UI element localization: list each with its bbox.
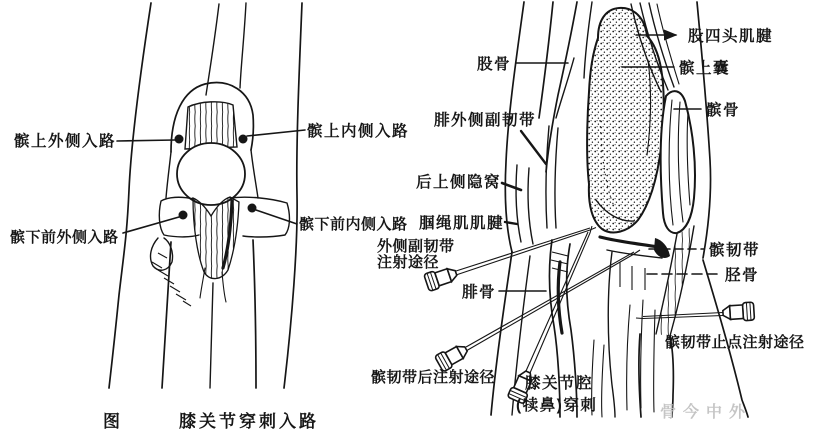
leader-suprapatellar-medial — [247, 130, 305, 136]
dot-suprapatellar-lateral — [175, 135, 184, 144]
anterior-knee-diagram — [9, 3, 409, 388]
dot-infrapatellar-anteromedial — [248, 204, 257, 213]
figure-caption-prefix: 图 — [103, 412, 123, 431]
label-femur: 股骨 — [477, 56, 512, 73]
label-hamstring-tendons: 腘绳肌肌腱 — [419, 215, 505, 232]
label-suprapatellar-lateral: 髌上外侧入路 — [14, 133, 117, 150]
label-infrapatellar-anteromedial: 髌下前内侧入路 — [299, 216, 408, 233]
dot-infrapatellar-anterolateral — [179, 211, 188, 220]
label-fibula: 腓骨 — [462, 284, 497, 301]
leader-infrapatellar-anteromedial — [256, 210, 297, 224]
left-patella — [177, 143, 245, 205]
label-patella: 髌骨 — [706, 102, 741, 119]
needle-patellar-ligament-insertion — [636, 302, 755, 322]
label-suprapatellar-bursa: 髌上囊 — [679, 60, 731, 77]
label-posterosuperior-recess: 后上侧隐窝 — [416, 174, 502, 191]
label-infrapatellar-anterolateral: 髌下前外侧入路 — [10, 229, 119, 246]
label-retropatellar-ligament-route: 髌韧带后注射途径 — [371, 369, 496, 386]
figure-caption-title: 膝关节穿刺入路 — [179, 412, 319, 431]
label-knee-joint-cavity-line1: 膝关节腔 — [525, 375, 594, 392]
label-fibular-collateral-ligament: 腓外侧副韧带 — [434, 112, 537, 129]
lateral-knee-diagram — [370, 2, 805, 417]
dot-suprapatellar-medial — [239, 135, 248, 144]
leader-fibular-collateral-ligament — [521, 131, 546, 164]
label-lcl-injection-route-line2: 注射途径 — [377, 254, 440, 271]
leader-suprapatellar-lateral — [117, 140, 175, 141]
label-tibia: 胫骨 — [725, 267, 760, 284]
label-lcl-injection-route-line1: 外侧副韧带 — [377, 238, 455, 255]
label-quadriceps-tendon: 股四头肌腱 — [688, 28, 774, 45]
right-femoral-condyle-stippled — [587, 8, 664, 233]
figure-caption — [103, 407, 319, 432]
label-patellar-ligament: 髌韧带 — [709, 242, 761, 259]
label-patellar-ligament-insertion-route: 髌韧带止点注射途径 — [665, 334, 805, 351]
watermark-text: 骨今中外 — [660, 404, 753, 421]
label-suprapatellar-medial: 髌上内侧入路 — [307, 123, 410, 140]
leader-infrapatellar-anterolateral — [123, 217, 179, 233]
label-knee-joint-cavity-line2: (犊鼻)穿刺 — [516, 397, 598, 414]
left-diagram-linework — [109, 3, 302, 388]
left-quadriceps-tendon — [185, 102, 237, 149]
